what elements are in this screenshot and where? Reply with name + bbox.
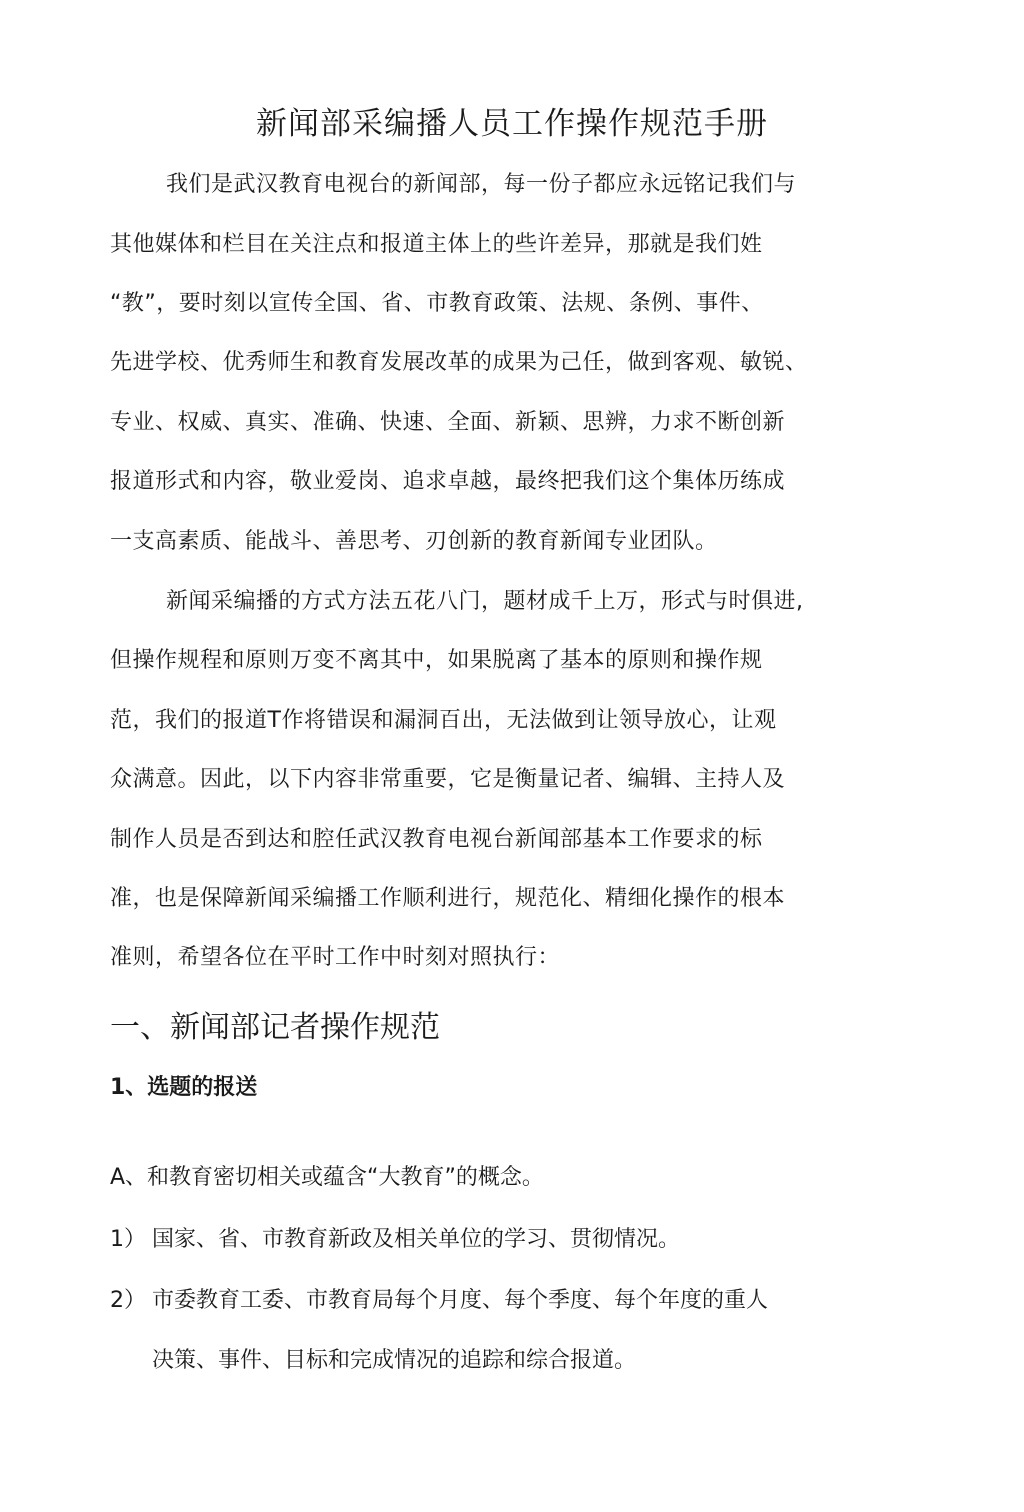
list-item-2-continuation: 决策、事件、目标和完成情况的追踪和综合报道。 [152, 1348, 637, 1373]
paragraph-1-line: 专业、权威、真实、准确、快速、全面、新颖、思辨，力求不断创新 [110, 410, 786, 435]
subsection-heading: 1、选题的报送 [110, 1075, 258, 1100]
paragraph-2-line: 范，我们的报道T作将错误和漏洞百出，无法做到让领导放心，让观 [110, 708, 777, 733]
document-title: 新闻部采编播人员工作操作规范手册 [256, 106, 768, 142]
list-item-number: 2） [110, 1288, 146, 1313]
paragraph-2-line: 制作人员是否到达和腔任武汉教育电视台新闻部基本工作要求的标 [110, 827, 763, 852]
section-heading: 一、新闻部记者操作规范 [110, 1010, 440, 1045]
paragraph-1-line: 我们是武汉教育电视台的新闻部，每一份子都应永远铭记我们与 [166, 172, 797, 197]
paragraph-1-line: 报道形式和内容，敬业爱岗、追求卓越，最终把我们这个集体历练成 [110, 469, 786, 494]
paragraph-2-line: 新闻采编播的方式方法五花八门，题材成千上万，形式与时俱进, [166, 589, 804, 614]
list-item-a: A、和教育密切相关或蕴含“大教育”的概念。 [110, 1165, 544, 1190]
list-item-text: 国家、省、市教育新政及相关单位的学习、贯彻情况。 [152, 1227, 681, 1252]
list-item-text: 市委教育工委、市教育局每个月度、每个季度、每个年度的重人 [152, 1288, 769, 1313]
paragraph-2-line: 准，也是保障新闻采编播工作顺利进行，规范化、精细化操作的根本 [110, 886, 786, 911]
paragraph-2-line: 众满意。因此，以下内容非常重要，它是衡量记者、编辑、主持人及 [110, 767, 786, 792]
paragraph-2-line: 但操作规程和原则万变不离其中，如果脱离了基本的原则和操作规 [110, 648, 763, 673]
paragraph-1-line: 一支高素质、能战斗、善思考、刃创新的教育新闻专业团队。 [110, 529, 718, 554]
paragraph-2-line: 准则，希望各位在平时工作中时刻对照执行： [110, 945, 561, 970]
list-item-number: 1） [110, 1227, 146, 1252]
paragraph-1-line: “教”，要时刻以宣传全国、省、市教育政策、法规、条例、事件、 [110, 291, 764, 316]
list-item-2 [110, 1286, 768, 1316]
list-item-1 [110, 1225, 680, 1255]
paragraph-1-line: 先进学校、优秀师生和教育发展改革的成果为己任，做到客观、敏锐、 [110, 350, 808, 375]
paragraph-1-line: 其他媒体和栏目在关注点和报道主体上的些许差异，那就是我们姓 [110, 232, 763, 257]
